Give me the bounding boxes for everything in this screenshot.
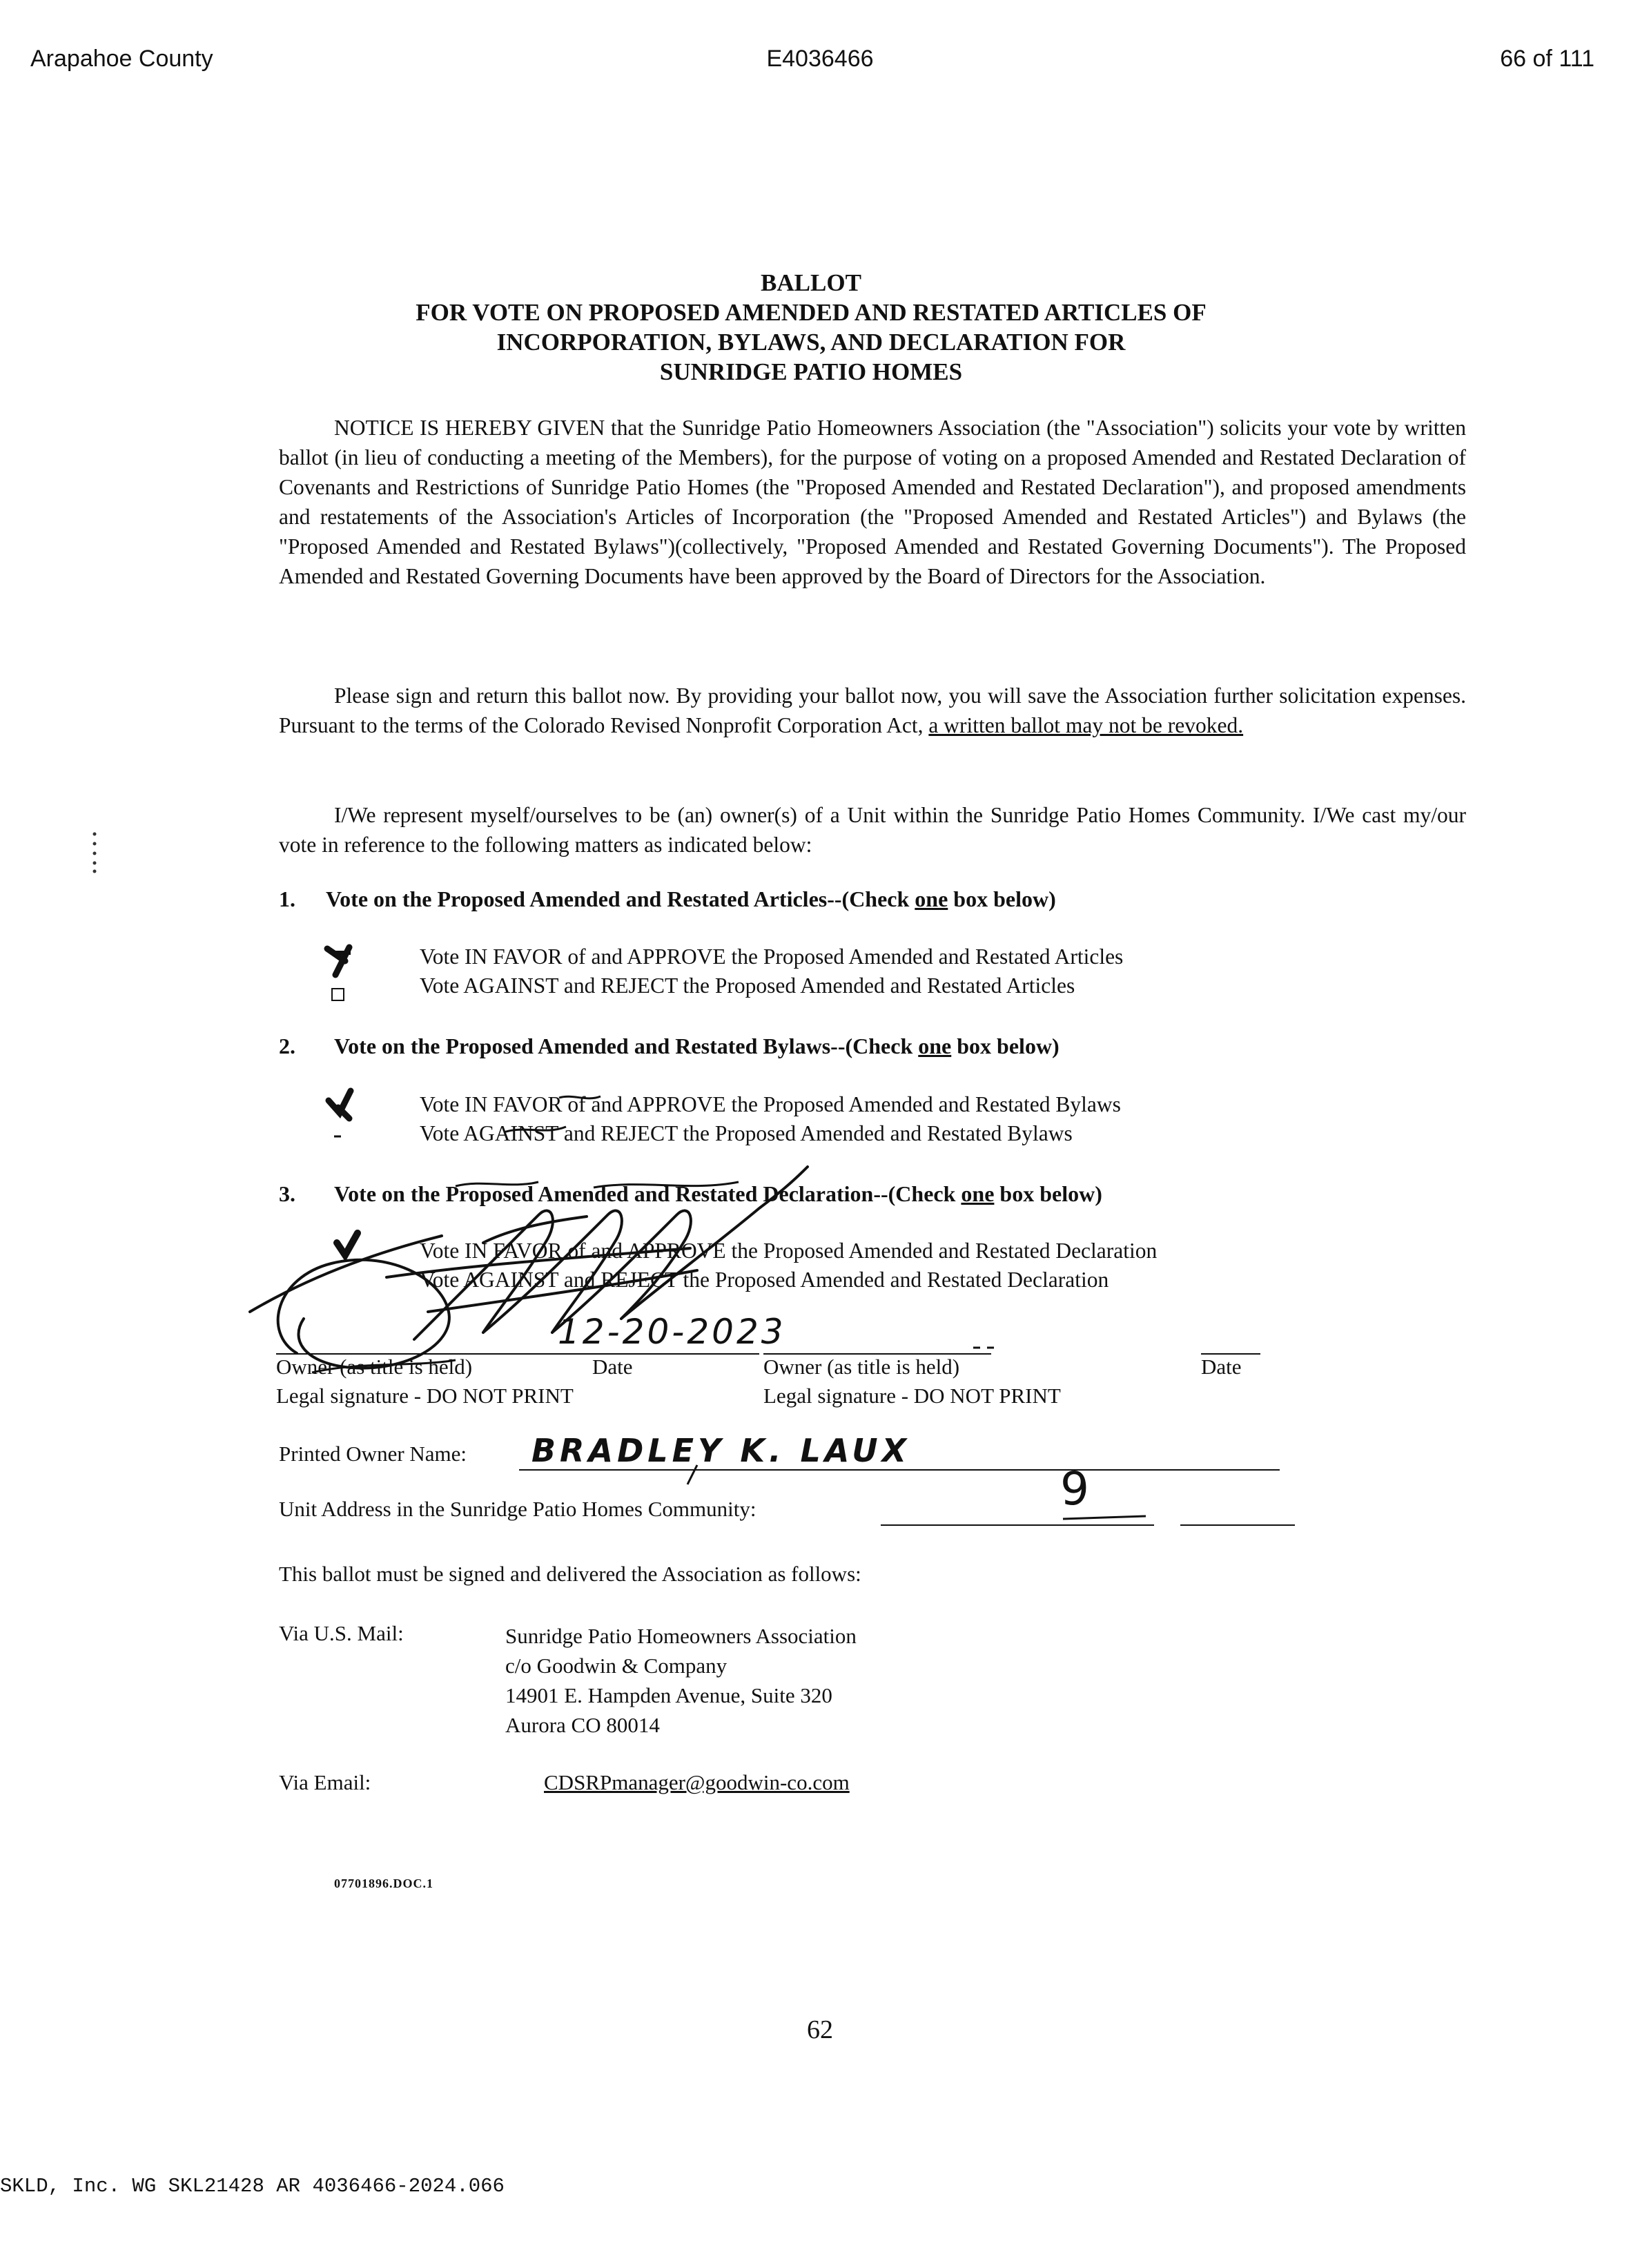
notice-text: NOTICE IS HEREBY GIVEN that the Sunridge Patio Homeowners Association (the "Association") solicits your vote by written ballot (in lieu of conducting a meeting of the Members), for the purpose of voting on a proposed Amended and Restated Declaration of Covenants and Restrictions of Sunridge Patio Homes (the "Proposed Amended and Restated Declaration"), and proposed amendments and restatements of the Association's Articles of Incorporation (the "Proposed Amended and Restated Articles") and Bylaws (the "Proposed Amended and Restated Bylaws")(collectively, "Proposed Amended and Restated Governing Documents"). The Proposed Amended and Restated Governing Documents have been approved by the Board of Directors for the Association.	[279, 416, 1466, 588]
owner-1-date-label: Date	[592, 1355, 633, 1379]
email-link[interactable]: CDSRPmanager@goodwin-co.com	[544, 1770, 850, 1794]
owner-signature-icon	[250, 1167, 808, 1368]
owner-1-label: Owner (as title is held)	[276, 1355, 473, 1379]
title-line-4: SUNRIDGE PATIO HOMES	[659, 358, 963, 385]
page-count: 66 of 111	[1500, 46, 1594, 72]
section-2-favor-check-icon	[329, 1091, 351, 1118]
handwritten-date: 12-20-2023	[558, 1312, 786, 1352]
address-line-4: Aurora CO 80014	[505, 1713, 660, 1737]
section-2-favor-option: Vote IN FAVOR of and APPROVE the Proposed Amended and Restated Bylaws	[420, 1092, 1121, 1116]
section-1-heading-text: Vote on the Proposed Amended and Restated Articles--(Check	[326, 886, 915, 911]
recording-stamp: SKLD, Inc. WG SKL21428 AR 4036466-2024.066	[0, 2175, 505, 2198]
owner-2-label: Owner (as title is held)	[763, 1355, 960, 1379]
unit-number-stroke	[1063, 1516, 1146, 1519]
section-3-favor-check-icon	[337, 1233, 358, 1255]
section-1-one: one	[915, 886, 948, 911]
section-1-favor-check-icon	[327, 947, 351, 975]
represent-text: I/We represent myself/ourselves to be (an) owner(s) of a Unit within the Sunridge Patio Homes Community. I/We cast my/our vote in reference to the following matters as indicated below:	[279, 803, 1466, 857]
section-3-number: 3.	[279, 1181, 295, 1206]
document-code: 07701896.DOC.1	[334, 1877, 433, 1890]
section-3-one: one	[961, 1181, 995, 1206]
unit-number-handwritten: 9	[1060, 1462, 1089, 1515]
section-1-number: 1.	[279, 886, 295, 911]
owner-2-legal-signature-note: Legal signature - DO NOT PRINT	[763, 1384, 1061, 1408]
section-2-heading-text: Vote on the Proposed Amended and Restated Bylaws--(Check	[334, 1034, 919, 1058]
section-3-against-option: Vote AGAINST and REJECT the Proposed Amended and Restated Declaration	[420, 1268, 1109, 1292]
owner-2-date-label: Date	[1201, 1355, 1242, 1379]
address-line-3: 14901 E. Hampden Avenue, Suite 320	[505, 1683, 832, 1707]
email-label: Via Email:	[279, 1770, 371, 1794]
section-1-heading-end: box below)	[948, 886, 1056, 911]
mail-label: Via U.S. Mail:	[279, 1621, 404, 1645]
section-3-favor-option: Vote IN FAVOR of and APPROVE the Proposed Amended and Restated Declaration	[420, 1239, 1158, 1263]
title-line-2: FOR VOTE ON PROPOSED AMENDED AND RESTATED ARTICLES OF	[416, 299, 1207, 326]
ink-strike-marks	[456, 1096, 739, 1188]
address-line-2: c/o Goodwin & Company	[505, 1654, 728, 1678]
reception-number: E4036466	[766, 46, 874, 72]
delivery-intro: This ballot must be signed and delivered the Association as follows:	[279, 1562, 861, 1586]
section-2-against-option: Vote AGAINST and REJECT the Proposed Amended and Restated Bylaws	[420, 1121, 1073, 1145]
printed-name-label: Printed Owner Name:	[279, 1442, 467, 1466]
not-revoked-text: a written ballot may not be revoked.	[928, 713, 1244, 737]
title-line-3: INCORPORATION, BYLAWS, AND DECLARATION FOR	[496, 329, 1126, 356]
section-3-heading-end: box below)	[994, 1181, 1102, 1206]
title-line-1: BALLOT	[761, 269, 861, 296]
unit-address-label: Unit Address in the Sunridge Patio Homes Community:	[279, 1497, 756, 1521]
owner-1-legal-signature-note: Legal signature - DO NOT PRINT	[276, 1384, 574, 1408]
printed-name-value: BRADLEY K. LAUX	[531, 1432, 911, 1469]
please-text: Please sign and return this ballot now. By providing your ballot now, you will save the Association further solicitation expenses. Pursuant to the terms of the Colorado Revised Nonprofit Corporation Act,	[279, 684, 1466, 737]
section-1-favor-option: Vote IN FAVOR of and APPROVE the Proposed Amended and Restated Articles	[420, 944, 1124, 969]
address-line-1: Sunridge Patio Homeowners Association	[505, 1624, 857, 1648]
section-1-against-option: Vote AGAINST and REJECT the Proposed Amended and Restated Articles	[420, 973, 1075, 998]
section-2-one: one	[918, 1034, 952, 1058]
section-3-heading-text: Vote on the Proposed Amended and Restated Declaration--(Check	[334, 1181, 961, 1206]
printed-name-tick	[687, 1465, 697, 1484]
section-2-heading-end: box below)	[951, 1034, 1060, 1058]
county-name: Arapahoe County	[30, 46, 213, 72]
section-2-number: 2.	[279, 1034, 295, 1058]
page-number: 62	[807, 2015, 833, 2044]
